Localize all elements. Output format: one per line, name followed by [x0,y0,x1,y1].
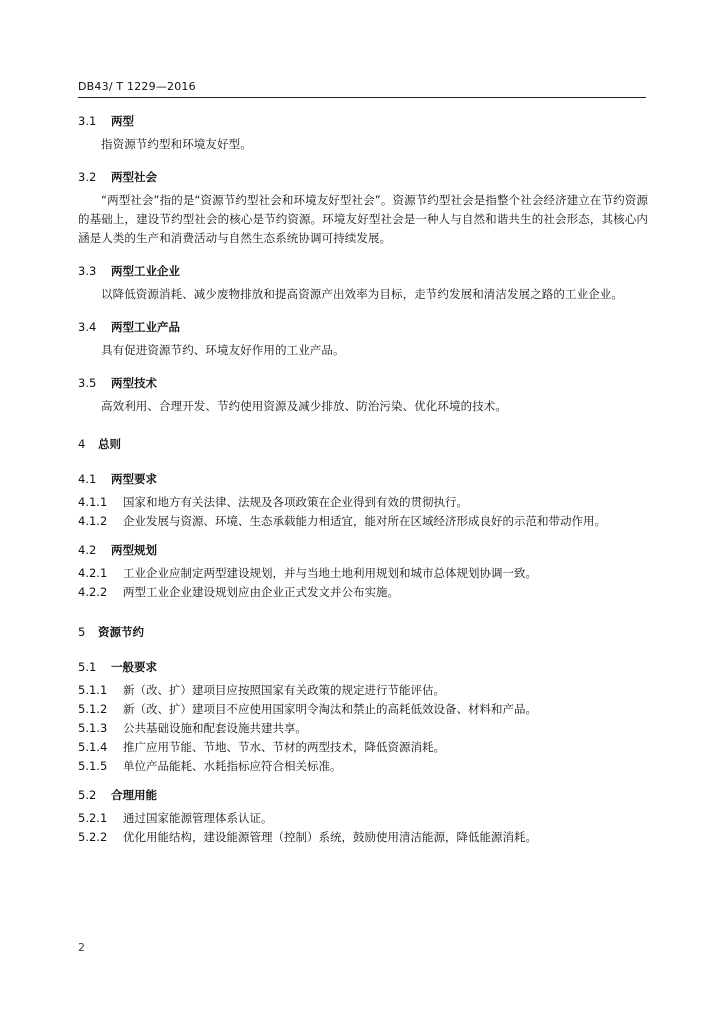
page-number: 2 [78,941,85,954]
section-paragraph: 具有促进资源节约、环境友好作用的工业产品。 [101,343,345,357]
section-heading [78,659,648,676]
clause-number: 4.1.1 [78,495,108,509]
clause-number: 5.1.4 [78,740,108,754]
clause-number: 5.2.1 [78,811,108,825]
clause-number: 5.2.2 [78,830,108,844]
section-title: 两型规划 [111,543,157,557]
section-heading [78,263,648,280]
clause-item [78,828,648,847]
clause-text: 通过国家能源管理体系认证。 [123,811,273,825]
section-title: 两型技术 [111,376,157,390]
section-paragraph: 以降低资源消耗、减少废物排放和提高资源产出效率为目标，走节约发展和清洁发展之路的工业企业。 [101,287,623,301]
clause-text: 公共基础设施和配套设施共建共享。 [123,721,307,735]
section-title: 两型工业产品 [111,320,180,334]
section-number: 3.5 [78,376,97,390]
clause-text: 推广应用节能、节地、节水、节材的两型技术，降低资源消耗。 [123,740,445,754]
section-heading [78,113,648,130]
section-heading [78,319,648,336]
chapter-heading [78,624,648,641]
section-number: 3.1 [78,114,97,128]
section-heading [78,471,648,488]
clause-item [78,809,648,828]
section-heading [78,542,648,559]
clause-text: 两型工业企业建设规划应由企业正式发文并公布实施。 [123,585,399,599]
section-paragraph: 指资源节约型和环境友好型。 [101,137,252,151]
clause-number: 5.1.2 [78,702,108,716]
clause-text: 新（改、扩）建项目不应使用国家明令淘汰和禁止的高耗低效设备、材料和产品。 [123,702,537,716]
clause-number: 4.1.2 [78,514,108,528]
chapter-heading [78,436,648,453]
clause-text: 国家和地方有关法律、法规及各项政策在企业得到有效的贯彻执行。 [123,495,468,509]
section-paragraph: 高效利用、合理开发、节约使用资源及减少排放、防治污染、优化环境的技术。 [101,399,507,413]
chapter-number: 4 [78,437,86,451]
clause-number: 5.1.5 [78,759,108,773]
section-number: 5.1 [78,660,97,674]
clause-item [78,493,648,512]
section-title: 两型要求 [111,472,157,486]
section-heading [78,169,648,186]
section-number: 3.4 [78,320,97,334]
clause-text: 工业企业应制定两型建设规划，并与当地土地利用规划和城市总体规划协调一致。 [123,566,537,580]
clause-text: 单位产品能耗、水耗指标应符合相关标准。 [123,759,342,773]
clause-text: 新（改、扩）建项目应按照国家有关政策的规定进行节能评估。 [123,683,445,697]
section-heading [78,787,648,804]
header-rule [78,97,646,98]
clause-number: 4.2.2 [78,585,108,599]
clause-item [78,757,648,776]
document-body [78,108,648,847]
clause-item [78,583,648,602]
section-number: 5.2 [78,788,97,802]
clause-item [78,681,648,700]
section-number: 4.2 [78,543,97,557]
chapter-number: 5 [78,625,86,639]
section-title: 两型 [111,114,134,128]
section-title: 合理用能 [111,788,157,802]
clause-number: 5.1.1 [78,683,108,697]
clause-item [78,700,648,719]
clause-item [78,719,648,738]
chapter-title: 资源节约 [98,625,144,639]
clause-text: 优化用能结构，建设能源管理（控制）系统，鼓励使用清洁能源，降低能源消耗。 [123,830,537,844]
section-number: 3.3 [78,264,97,278]
section-number: 4.1 [78,472,97,486]
clause-item [78,564,648,583]
clause-item [78,512,648,531]
section-title: 两型工业企业 [111,264,180,278]
clause-item [78,738,648,757]
clause-number: 5.1.3 [78,721,108,735]
section-number: 3.2 [78,170,97,184]
section-title: 一般要求 [111,660,157,674]
chapter-title: 总则 [98,437,121,451]
section-paragraph: “两型社会”指的是“资源节约型社会和环境友好型社会”。资源节约型社会是指整个社会经济建立在节约资源的基础上，建设节约型社会的核心是节约资源。环境友好型社会是一种人与自然和谐共生的社会形态，其核心内涵是人类的生产和消费活动与自然生态系统协调可持续发展。 [78,193,648,245]
section-title: 两型社会 [111,170,157,184]
clause-text: 企业发展与资源、环境、生态承载能力相适宜，能对所在区域经济形成良好的示范和带动作用。 [123,514,606,528]
clause-number: 4.2.1 [78,566,108,580]
section-heading [78,375,648,392]
standard-code: DB43/ T 1229—2016 [78,80,196,93]
